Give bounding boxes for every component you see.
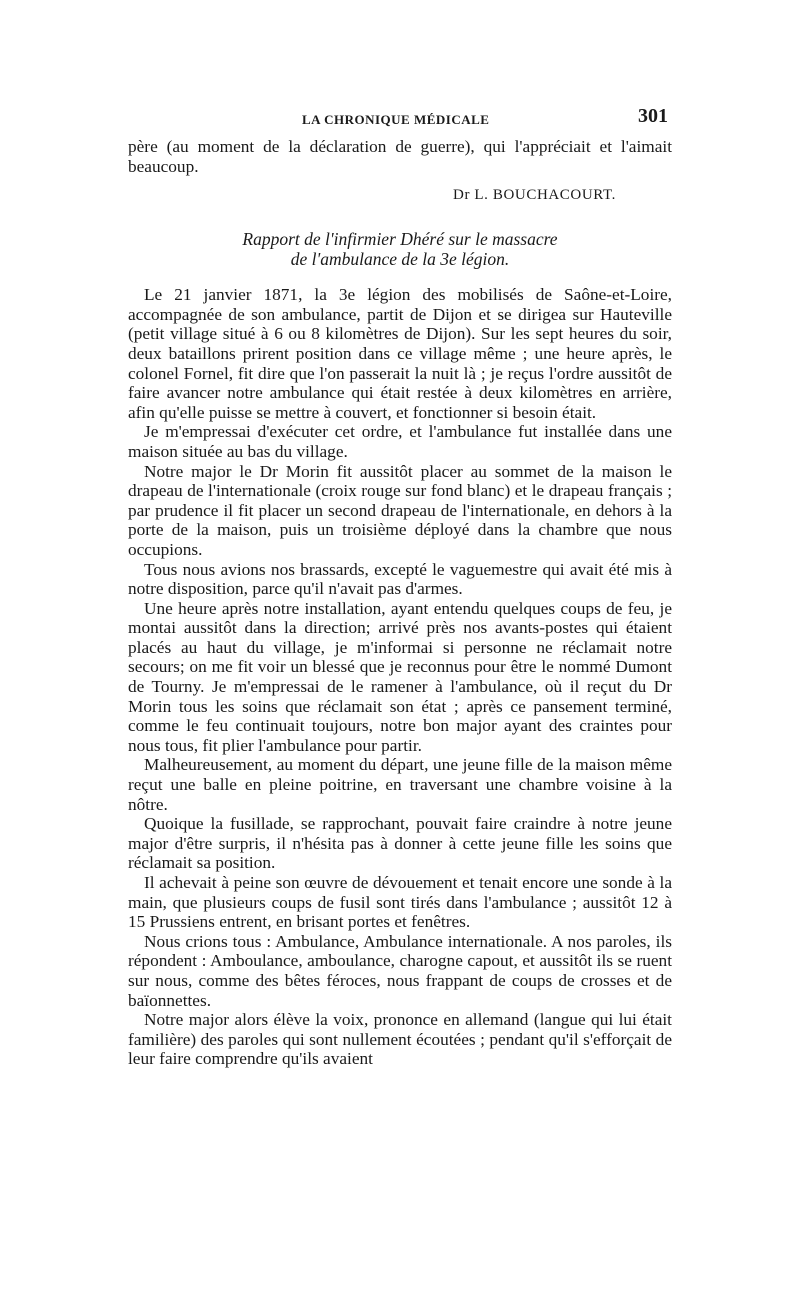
document-page: [128, 103, 672, 1069]
body-paragraph-9: Nous crions tous : Ambulance, Ambulance internationale. A nos paroles, ils répondent : Amboulance, amboulance, charogne capout, et aussitôt ils se ruent sur nous, comme des bêtes féroces, nous frappant de coups de crosses et de baïonnettes.: [128, 931, 672, 1010]
body-paragraph-1: Le 21 janvier 1871, la 3e légion des mobilisés de Saône-et-Loire, accompagnée de son ambulance, partit de Dijon et se dirigea sur Hauteville (petit village situé à 6 ou 8 kilomètres de Dijon). Sur les sept heures du soir, deux bataillons prirent position dans ce village même ; une heure après, le colonel Fornel, fit dire que l'on passerait la nuit là ; je reçus l'ordre aussitôt de faire avancer notre ambulance qui était restée à deux kilomètres en arrière, afin qu'elle puisse se mettre à couvert, et fonctionner si besoin était.: [128, 285, 672, 422]
section-title: [128, 229, 672, 269]
signature: Dr L. BOUCHACOURT.: [453, 187, 616, 204]
body-paragraph-5: Une heure après notre installation, ayant entendu quelques coups de feu, je montai aussitôt dans la direction; arrivé près nos avants-postes qui étaient placés au haut du village, je m'informai si personne ne réclamait notre secours; on me fit voir un blessé que je reconnus pour être le nommé Dumont de Tourny. Je m'empressai de le ramener à l'ambulance, où il reçut du Dr Morin tous les soins que réclamait son état ; après ce pansement terminé, comme le feu continuait toujours, notre bon major ayant des craintes pour nous tous, fit plier l'ambulance pour partir.: [128, 598, 672, 755]
body-paragraph-3: Notre major le Dr Morin fit aussitôt placer au sommet de la maison le drapeau de l'internationale (croix rouge sur fond blanc) et le drapeau français ; par prudence il fit placer un second drapeau de l'internationale, en dehors à la porte de la maison, puis un troisième déployé dans la chambre que nous occupions.: [128, 461, 672, 559]
body-paragraph-10: Notre major alors élève la voix, prononce en allemand (langue qui lui était familière) des paroles qui sont nullement écoutées ; pendant qu'il s'efforçait de leur faire comprendre qu'ils avaient: [128, 1010, 672, 1069]
page-number: 301: [638, 105, 668, 127]
body-paragraph-8: Il achevait à peine son œuvre de dévouement et tenait encore une sonde à la main, que plusieurs coups de fusil sont tirés dans l'ambulance ; aussitôt 12 à 15 Prussiens entrent, en brisant portes et fenêtres.: [128, 873, 672, 932]
body-paragraph-4: Tous nous avions nos brassards, excepté le vaguemestre qui avait été mis à notre disposition, parce qu'il n'avait pas d'armes.: [128, 559, 672, 599]
body-paragraph-6: Malheureusement, au moment du départ, une jeune fille de la maison même reçut une balle en pleine poitrine, en traversant une chambre voisine à la nôtre.: [128, 755, 672, 814]
body-paragraph-2: Je m'empressai d'exécuter cet ordre, et l'ambulance fut installée dans une maison située au bas du village.: [128, 422, 672, 461]
running-head: [128, 103, 672, 133]
running-title: LA CHRONIQUE MÉDICALE: [302, 112, 490, 127]
body-paragraph-7: Quoique la fusillade, se rapprochant, pouvait faire craindre à notre jeune major d'être surpris, il n'hésita pas à donner à cette jeune fille les soins que réclamait sa position.: [128, 814, 672, 873]
section-title-line-1: Rapport de l'infirmier Dhéré sur le massacre: [242, 229, 558, 250]
section-title-line-2: de l'ambulance de la 3e légion.: [290, 249, 510, 270]
intro-paragraph: père (au moment de la déclaration de guerre), qui l'appréciait et l'aimait beaucoup.: [128, 137, 672, 176]
